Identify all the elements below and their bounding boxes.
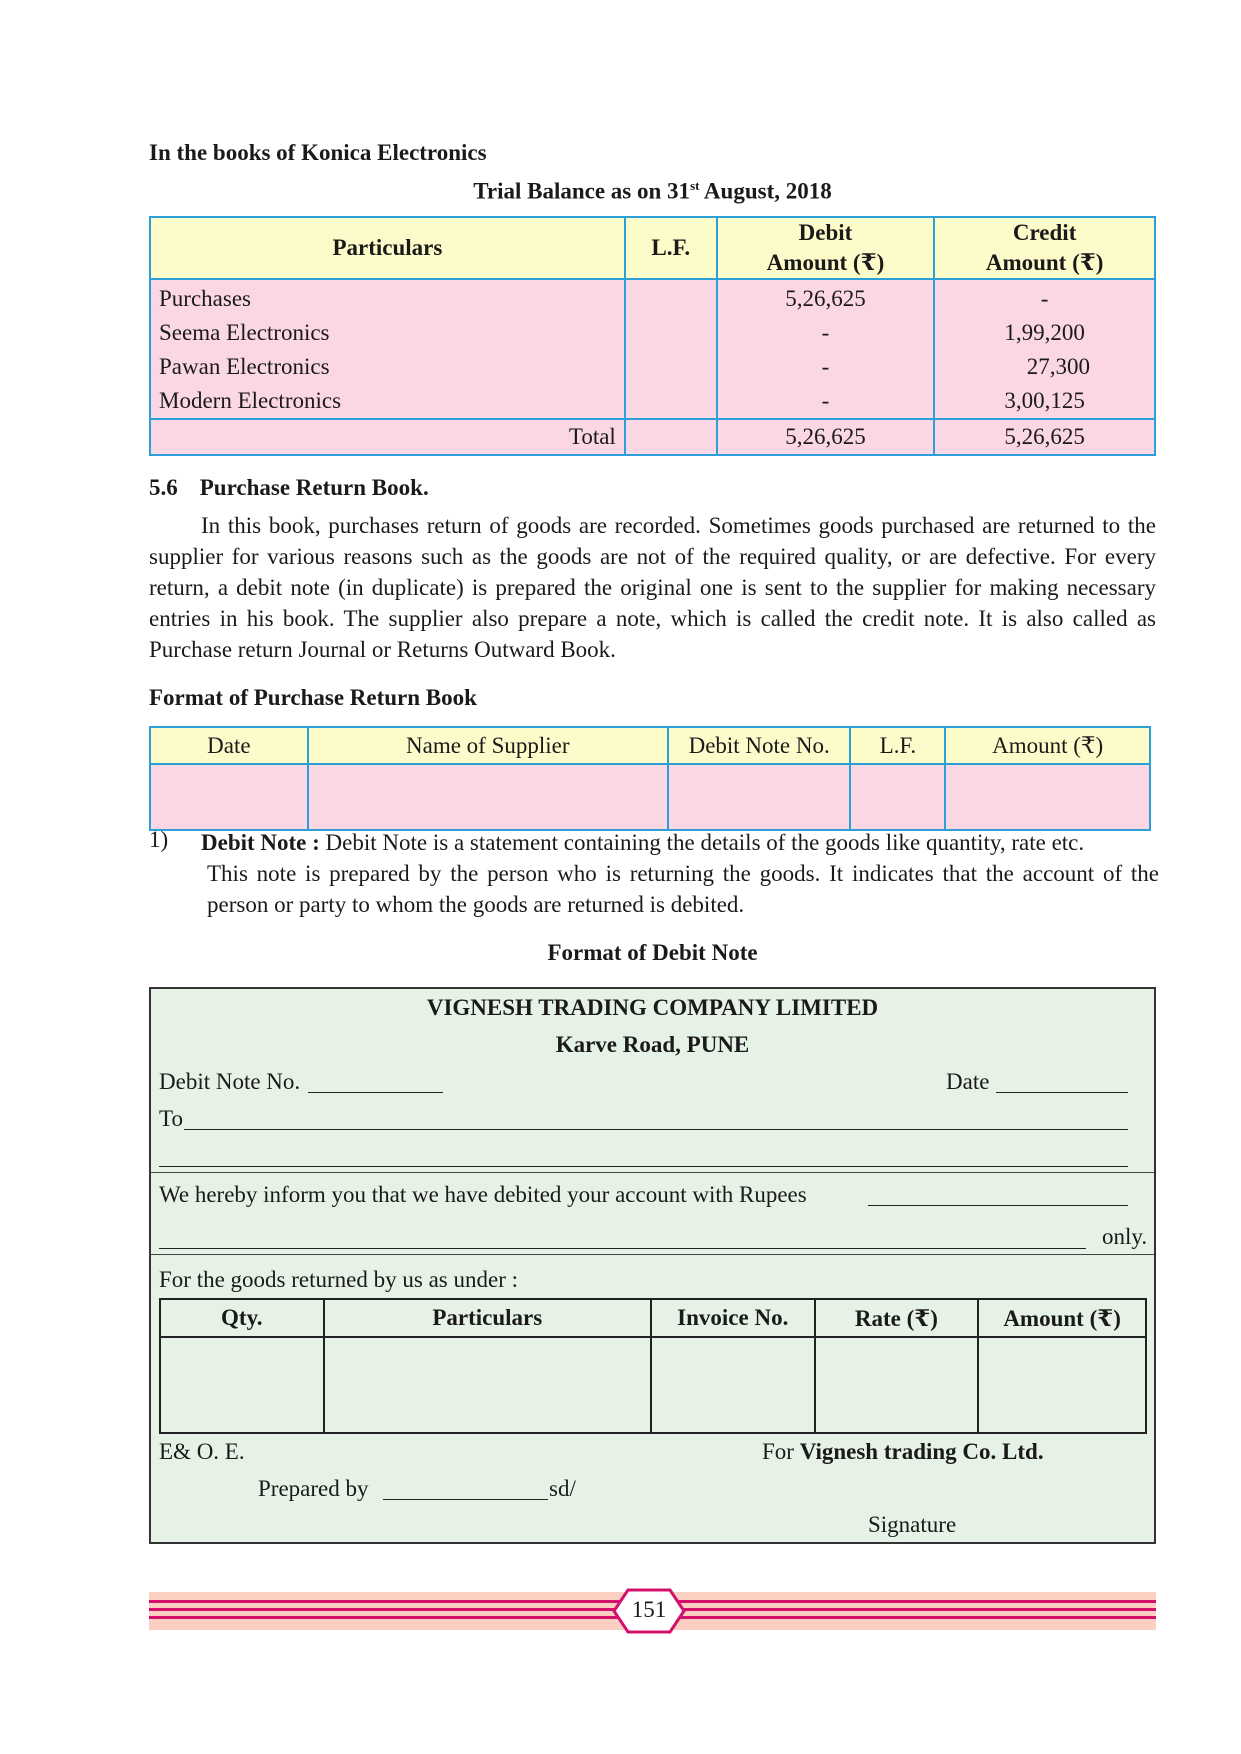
- date-blank: [996, 1092, 1128, 1093]
- header-lf: L.F.: [850, 727, 945, 764]
- row-credit: -: [934, 279, 1155, 316]
- purchase-return-table: [149, 726, 1151, 831]
- header-date: Date: [150, 727, 308, 764]
- empty-cell: [945, 764, 1150, 830]
- debit-note-term: Debit Note :: [201, 830, 320, 855]
- row-lf: [625, 316, 717, 350]
- row-credit: 3,00,125: [934, 384, 1155, 419]
- header-debit-note-no: Debit Note No.: [668, 727, 851, 764]
- row-lf: [625, 384, 717, 419]
- empty-cell: [668, 764, 851, 830]
- empty-cell: [160, 1337, 324, 1433]
- point-number: 1): [149, 827, 169, 852]
- rupees-blank: [868, 1205, 1128, 1206]
- debit-note-no-label: Debit Note No.: [159, 1069, 301, 1094]
- header-invoice-no: Invoice No.: [651, 1299, 815, 1337]
- header-particulars: Particulars: [150, 217, 625, 279]
- only-text: only.: [1102, 1224, 1148, 1249]
- section-title: Purchase Return Book.: [199, 475, 429, 500]
- table-row: [150, 279, 1155, 316]
- row-credit: 1,99,200: [934, 316, 1155, 350]
- debit-note-format-heading: Format of Debit Note: [547, 940, 758, 965]
- debit-note-no-blank: [308, 1092, 443, 1093]
- for-company-name: Vignesh trading Co. Ltd.: [799, 1439, 1044, 1464]
- total-credit: 5,26,625: [934, 419, 1155, 455]
- debit-note-definition: [201, 827, 1159, 858]
- empty-cell: [324, 1337, 651, 1433]
- header-amount: Amount (₹): [945, 727, 1150, 764]
- header-debit-line2: Amount (₹): [766, 250, 885, 275]
- row-particulars: Purchases: [150, 279, 625, 316]
- header-credit: [934, 217, 1155, 279]
- table-row: [150, 316, 1155, 350]
- prepared-by-label: Prepared by: [258, 1476, 369, 1501]
- header-supplier: Name of Supplier: [308, 727, 668, 764]
- for-company: [762, 1439, 1044, 1465]
- empty-cell: [308, 764, 668, 830]
- header-debit: [717, 217, 935, 279]
- trial-balance-title-sup: st: [690, 178, 700, 193]
- empty-cell: [150, 764, 308, 830]
- company-address: Karve Road, PUNE: [555, 1032, 750, 1057]
- divider: [151, 1172, 1154, 1173]
- total-label: Total: [150, 419, 625, 455]
- to-label: To: [159, 1106, 183, 1131]
- inform-text: We hereby inform you that we have debited your account with Rupees: [159, 1182, 807, 1207]
- total-debit: 5,26,625: [717, 419, 935, 455]
- empty-cell: [850, 764, 945, 830]
- eoe-text: E& O. E.: [159, 1439, 245, 1464]
- table-row: [150, 350, 1155, 384]
- header-credit-line1: Credit: [1012, 220, 1077, 245]
- header-amount: Amount (₹): [978, 1299, 1146, 1337]
- header-lf: L.F.: [625, 217, 717, 279]
- page-number: 151: [631, 1597, 667, 1622]
- row-debit: 5,26,625: [717, 279, 935, 316]
- row-debit: -: [717, 316, 935, 350]
- section-number: 5.6: [149, 475, 178, 500]
- for-prefix: For: [762, 1439, 800, 1464]
- table-row: [150, 764, 1150, 830]
- row-particulars: Pawan Electronics: [150, 350, 625, 384]
- trial-balance-title-text: Trial Balance as on 31: [473, 178, 691, 204]
- company-name: VIGNESH TRADING COMPANY LIMITED: [426, 995, 879, 1020]
- date-label: Date: [946, 1069, 990, 1094]
- prepared-by-blank: [383, 1499, 548, 1500]
- trial-balance-title-date: August, 2018: [699, 178, 832, 204]
- table-row: [160, 1337, 1146, 1433]
- goods-returned-text: For the goods returned by us as under :: [159, 1267, 518, 1292]
- total-row: [150, 419, 1155, 455]
- debit-note-text-first: Debit Note is a statement containing the details of the goods like quantity, rate etc.: [319, 830, 1085, 855]
- trial-balance-table: [149, 216, 1156, 456]
- row-credit: 27,300: [934, 350, 1155, 384]
- sd-text: sd/: [549, 1476, 576, 1501]
- table-row: [150, 384, 1155, 419]
- empty-cell: [815, 1337, 979, 1433]
- purchase-return-header-row: [150, 727, 1150, 764]
- header-particulars: Particulars: [324, 1299, 651, 1337]
- total-lf: [625, 419, 717, 455]
- empty-cell: [651, 1337, 815, 1433]
- header-credit-line2: Amount (₹): [985, 250, 1104, 275]
- to-blank: [184, 1129, 1128, 1130]
- row-particulars: Seema Electronics: [150, 316, 625, 350]
- debit-note-form: [149, 987, 1156, 1544]
- trial-balance-title: [0, 178, 1241, 205]
- section-paragraph: In this book, purchases return of goods are recorded. Sometimes goods purchased are returned to the supplier for various reasons such as the goods are not of the required quality, or are defective. For every return, a debit note (in duplicate) is prepared the original one is sent to the supplier for making necessary entries in his book. The supplier also prepare a note, which is called the credit note. It is also called as Purchase return Journal or Returns Outward Book.: [149, 513, 1156, 662]
- returned-goods-header-row: [160, 1299, 1146, 1337]
- address-blank: [159, 1166, 1128, 1167]
- books-heading: In the books of Konica Electronics: [149, 140, 487, 165]
- section-heading: [149, 475, 429, 501]
- header-debit-line1: Debit: [798, 220, 853, 245]
- empty-cell: [978, 1337, 1146, 1433]
- header-qty: Qty.: [160, 1299, 324, 1337]
- returned-goods-table: [159, 1298, 1147, 1434]
- header-rate: Rate (₹): [815, 1299, 979, 1337]
- signature-label: Signature: [868, 1512, 957, 1537]
- row-debit: -: [717, 384, 935, 419]
- row-lf: [625, 350, 717, 384]
- row-debit: -: [717, 350, 935, 384]
- rupees-words-blank: [159, 1248, 1086, 1249]
- debit-note-text-rest: This note is prepared by the person who is returning the goods. It indicates that the account of the person or party to whom the goods are returned is debited.: [207, 861, 1159, 917]
- format-heading: Format of Purchase Return Book: [149, 685, 477, 710]
- row-lf: [625, 279, 717, 316]
- row-particulars: Modern Electronics: [150, 384, 625, 419]
- divider: [151, 1254, 1154, 1255]
- trial-balance-header-row: [150, 217, 1155, 279]
